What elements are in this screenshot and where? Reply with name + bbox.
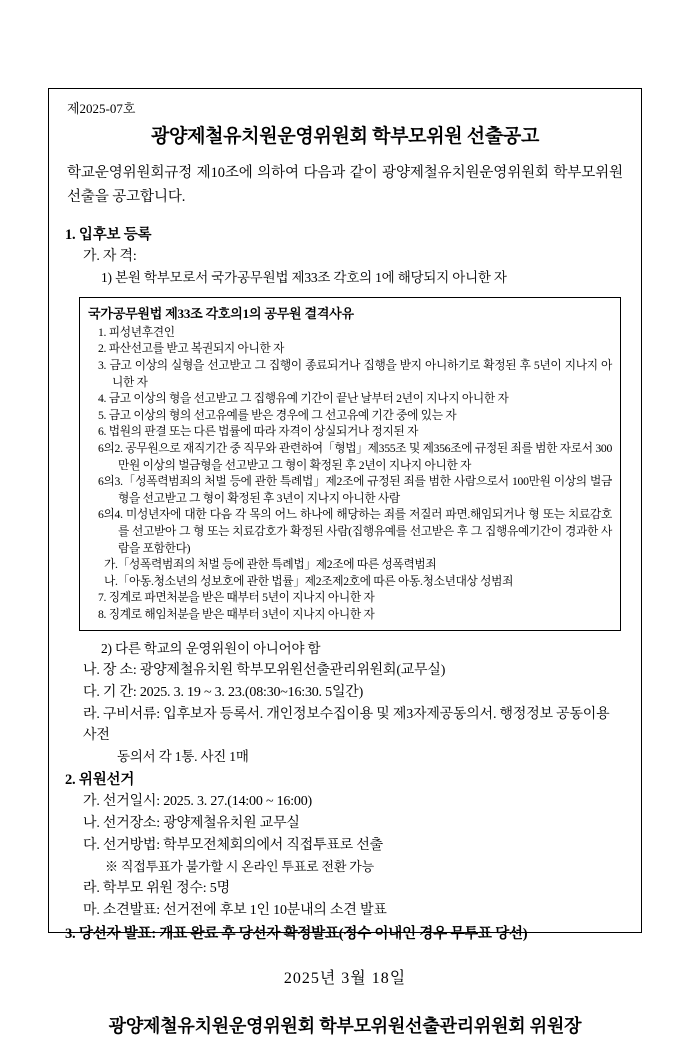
disqualification-item: 6. 법원의 판결 또는 다른 법률에 따라 자격이 상실되거나 정지된 자: [98, 425, 419, 439]
disqualification-box-title: 국가공무원법 제33조 각호의1의 공무원 결격사유: [88, 305, 354, 321]
document-number: 제2025-07호: [67, 101, 136, 116]
disqualification-subitem: 가.「성폭력범죄의 처벌 등에 관한 특례법」제2조에 따른 성폭력범죄: [104, 558, 437, 572]
section-1-item-d: 라. 구비서류: 입후보자 등록서. 개인정보수집이용 및 제3자제공동의서. 행정정보 공동이용 사전: [83, 706, 610, 743]
disqualification-item: 6의4. 미성년자에 대한 다음 각 목의 어느 하나에 해당하는 죄를 저질러 파면.해임되거나 형 또는 치료감호를 선고받아 그 형 또는 치료감호가 확정된 사람(집행유예를 선고받은 후 그 집행유예기간이 경과한 사람을 포함한다): [98, 508, 612, 555]
section-2-item-d: 라. 학부모 위원 정수: 5명: [83, 880, 230, 896]
issue-date: 2025년 3월 18일: [283, 969, 407, 987]
section-2-item-e: 마. 소견발표: 선거전에 후보 1인 10분내의 소견 발표: [83, 902, 387, 918]
disqualification-item: 8. 징계로 해임처분을 받은 때부터 3년이 지나지 아니한 자: [98, 608, 375, 622]
section-1-item-b: 나. 장 소: 광양제철유치원 학부모위원선출관리위원회(교무실): [83, 662, 446, 678]
section-2-heading: 2. 위원선거: [65, 772, 135, 789]
page-title: 광양제철유치원운영위원회 학부모위원 선출공고: [150, 125, 540, 147]
section-1-heading: 1. 입후보 등록: [65, 227, 152, 244]
disqualification-box: [79, 297, 621, 631]
document-frame: [48, 88, 642, 1036]
signature-line: 광양제철유치원운영위원회 학부모위원선출관리위원회 위원장: [108, 1015, 582, 1036]
section-2-item-a: 가. 선거일시: 2025. 3. 27.(14:00 ~ 16:00): [83, 794, 312, 810]
disqualification-item: 3. 금고 이상의 실형을 선고받고 그 집행이 종료되거나 집행을 받지 아니하기로 확정된 후 5년이 지나지 아니한 자: [98, 358, 612, 389]
disqualification-item: 6의3.「성폭력범죄의 처벌 등에 관한 특례법」제2조에 규정된 죄를 범한 사람으로서 100만원 이상의 벌금형을 선고받고 그 형이 확정된 후 3년이 지나지 아니한 사람: [98, 475, 612, 505]
disqualification-item: 5. 금고 이상의 형의 선고유예를 받은 경우에 그 선고유예 기간 중에 있는 자: [98, 408, 457, 422]
disqualification-subitem: 나.「아동.청소년의 성보호에 관한 법률」제2조제2호에 따른 아동.청소년대상 성범죄: [104, 574, 514, 588]
section-2-item-c-note: ※ 직접투표가 불가할 시 온라인 투표로 전환 가능: [105, 859, 374, 875]
disqualification-item: 4. 금고 이상의 형을 선고받고 그 집행유예 기간이 끝난 날부터 2년이 지나지 아니한 자: [98, 392, 509, 406]
section-1-item-a2: 2) 다른 학교의 운영위원이 아니어야 함: [101, 640, 321, 656]
disqualification-item: 1. 피성년후견인: [98, 325, 175, 339]
intro-paragraph: 학교운영위원회규정 제10조에 의하여 다음과 같이 광양제철유치원운영위원회 학부모위원 선출을 공고합니다.: [67, 164, 623, 205]
section-2-item-c: 다. 선거방법: 학부모전체회의에서 직접투표로 선출: [83, 838, 383, 854]
section-1-item-d-continued: 동의서 각 1통. 사진 1매: [117, 748, 249, 764]
disqualification-item: 6의2. 공무원으로 재직기간 중 직무와 관련하여「형법」제355조 및 제356조에 규정된 죄를 범한 자로서 300만원 이상의 벌금형을 선고받고 그 형이 확정된 후 2년이 지나지 아니한 자: [98, 441, 612, 472]
disqualification-item: 2. 파산선고를 받고 복권되지 아니한 자: [98, 342, 285, 356]
section-1-item-c: 다. 기 간: 2025. 3. 19 ~ 3. 23.(08:30~16:30. 5일간): [83, 684, 364, 700]
section-1-item-a1: 1) 본원 학부모로서 국가공무원법 제33조 각호의 1에 해당되지 아니한 자: [101, 270, 507, 286]
section-2-item-b: 나. 선거장소: 광양제철유치원 교무실: [83, 816, 300, 832]
disqualification-item: 7. 징계로 파면처분을 받은 때부터 5년이 지나지 아니한 자: [98, 591, 375, 605]
section-1-item-a: 가. 자 격:: [83, 249, 137, 265]
section-3-heading: 3. 당선자 발표: 개표 완료 후 당선자 확정발표(정수 이내인 경우 무투표 당선): [65, 925, 528, 942]
